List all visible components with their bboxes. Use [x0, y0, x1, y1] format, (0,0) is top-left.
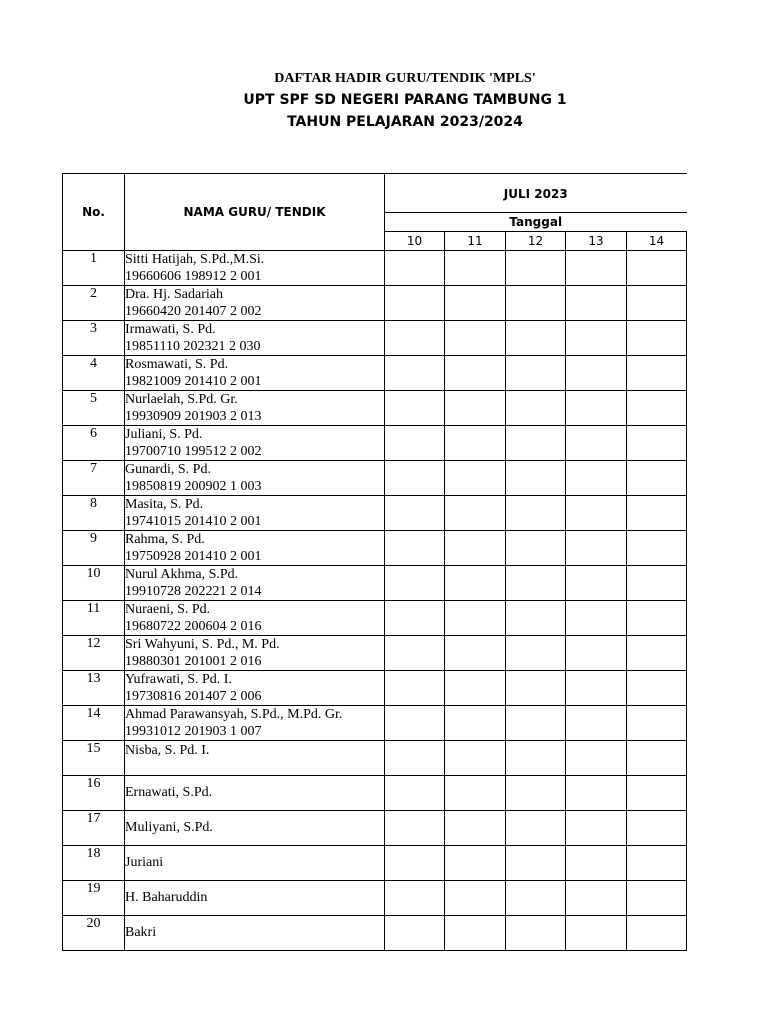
teacher-name: Masita, S. Pd. [125, 497, 204, 512]
attendance-cell[interactable] [506, 356, 566, 391]
attendance-cell[interactable] [385, 426, 445, 461]
attendance-cell[interactable] [385, 286, 445, 321]
attendance-cell[interactable] [506, 846, 566, 881]
header-day: 13 [566, 232, 627, 251]
attendance-cell[interactable] [506, 251, 566, 286]
attendance-cell[interactable] [627, 286, 687, 321]
attendance-cell[interactable] [385, 321, 445, 356]
teacher-nip: 19660606 198912 2 001 [125, 269, 262, 284]
teacher-name: Nuraeni, S. Pd. [125, 602, 211, 617]
attendance-cell[interactable] [445, 881, 506, 916]
table-row [63, 811, 687, 846]
table-row [63, 286, 687, 321]
teacher-cell [125, 496, 385, 531]
attendance-cell[interactable] [385, 706, 445, 741]
row-number: 2 [63, 286, 125, 321]
attendance-cell[interactable] [445, 321, 506, 356]
attendance-cell[interactable] [445, 671, 506, 706]
teacher-nip: 19880301 201001 2 016 [125, 654, 262, 669]
attendance-cell[interactable] [627, 461, 687, 496]
attendance-cell[interactable] [627, 391, 687, 426]
row-number: 16 [63, 776, 125, 811]
attendance-cell[interactable] [385, 601, 445, 636]
attendance-cell[interactable] [627, 251, 687, 286]
attendance-cell[interactable] [445, 811, 506, 846]
attendance-cell[interactable] [566, 321, 627, 356]
row-number: 11 [63, 601, 125, 636]
attendance-cell[interactable] [566, 251, 627, 286]
school-name: UPT SPF SD NEGERI PARANG TAMBUNG 1 [243, 92, 567, 108]
attendance-cell[interactable] [627, 776, 687, 811]
table-row [63, 601, 687, 636]
header-day: 11 [445, 232, 506, 251]
attendance-cell[interactable] [445, 286, 506, 321]
attendance-cell[interactable] [566, 531, 627, 566]
attendance-cell[interactable] [627, 321, 687, 356]
teacher-cell [125, 426, 385, 461]
attendance-cell[interactable] [566, 706, 627, 741]
attendance-cell[interactable] [445, 356, 506, 391]
attendance-cell[interactable] [627, 531, 687, 566]
attendance-cell[interactable] [445, 426, 506, 461]
table-row [63, 426, 687, 461]
row-number: 13 [63, 671, 125, 706]
attendance-cell[interactable] [566, 776, 627, 811]
attendance-cell[interactable] [566, 601, 627, 636]
attendance-cell[interactable] [506, 286, 566, 321]
attendance-cell[interactable] [566, 496, 627, 531]
row-number: 18 [63, 846, 125, 881]
attendance-cell[interactable] [385, 741, 445, 776]
row-number: 10 [63, 566, 125, 601]
teacher-name: Rahma, S. Pd. [125, 532, 205, 547]
header-day: 12 [506, 232, 566, 251]
attendance-cell[interactable] [627, 496, 687, 531]
header-no: No. [63, 174, 125, 251]
row-number: 6 [63, 426, 125, 461]
teacher-name: Sri Wahyuni, S. Pd., M. Pd. [125, 637, 280, 652]
table-row [63, 251, 687, 286]
table-row [63, 741, 687, 776]
attendance-cell[interactable] [627, 811, 687, 846]
table-row [63, 846, 687, 881]
attendance-cell[interactable] [506, 741, 566, 776]
attendance-cell[interactable] [506, 636, 566, 671]
attendance-cell[interactable] [445, 251, 506, 286]
attendance-cell[interactable] [566, 461, 627, 496]
attendance-cell[interactable] [445, 706, 506, 741]
attendance-cell[interactable] [566, 636, 627, 671]
teacher-name: Rosmawati, S. Pd. [125, 357, 229, 372]
teacher-nip: 19930909 201903 2 013 [125, 409, 262, 424]
row-number: 1 [63, 251, 125, 286]
attendance-cell[interactable] [506, 531, 566, 566]
teacher-cell [125, 601, 385, 636]
row-number: 15 [63, 741, 125, 776]
teacher-name: H. Baharuddin [125, 890, 208, 905]
teacher-nip: 19851110 202321 2 030 [125, 339, 261, 354]
teacher-cell [125, 636, 385, 671]
attendance-cell[interactable] [566, 846, 627, 881]
attendance-cell[interactable] [445, 531, 506, 566]
attendance-cell[interactable] [506, 566, 566, 601]
teacher-cell [125, 461, 385, 496]
row-number: 3 [63, 321, 125, 356]
header-name: NAMA GURU/ TENDIK [125, 174, 385, 251]
attendance-table [62, 173, 687, 951]
row-number: 7 [63, 461, 125, 496]
teacher-cell [125, 916, 385, 951]
row-number: 12 [63, 636, 125, 671]
attendance-cell[interactable] [627, 881, 687, 916]
row-number: 5 [63, 391, 125, 426]
table-row [63, 461, 687, 496]
attendance-cell[interactable] [445, 566, 506, 601]
attendance-cell[interactable] [566, 881, 627, 916]
teacher-nip: 19910728 202221 2 014 [125, 584, 262, 599]
attendance-cell[interactable] [566, 426, 627, 461]
teacher-cell [125, 391, 385, 426]
attendance-cell[interactable] [445, 636, 506, 671]
table-row [63, 391, 687, 426]
header-day: 10 [385, 232, 445, 251]
attendance-cell[interactable] [627, 601, 687, 636]
header-day: 14 [627, 232, 687, 251]
teacher-cell [125, 741, 385, 776]
teacher-cell [125, 356, 385, 391]
teacher-nip: 19750928 201410 2 001 [125, 549, 262, 564]
teacher-name: Gunardi, S. Pd. [125, 462, 211, 477]
attendance-cell[interactable] [506, 426, 566, 461]
table-row [63, 531, 687, 566]
table-row [63, 706, 687, 741]
academic-year: TAHUN PELAJARAN 2023/2024 [287, 114, 523, 130]
table-row [63, 881, 687, 916]
table-row [63, 671, 687, 706]
table-row [63, 321, 687, 356]
teacher-cell [125, 846, 385, 881]
teacher-cell [125, 251, 385, 286]
attendance-cell[interactable] [385, 496, 445, 531]
teacher-name: Yufrawati, S. Pd. I. [125, 672, 232, 687]
teacher-cell [125, 286, 385, 321]
attendance-cell[interactable] [506, 461, 566, 496]
header-month: JULI 2023 [385, 174, 687, 213]
attendance-cell[interactable] [445, 391, 506, 426]
attendance-cell[interactable] [566, 916, 627, 951]
teacher-name: Muliyani, S.Pd. [125, 820, 213, 835]
teacher-nip: 19660420 201407 2 002 [125, 304, 262, 319]
attendance-cell[interactable] [566, 741, 627, 776]
attendance-cell[interactable] [506, 671, 566, 706]
attendance-cell[interactable] [506, 881, 566, 916]
attendance-cell[interactable] [385, 251, 445, 286]
attendance-cell[interactable] [627, 356, 687, 391]
attendance-cell[interactable] [506, 916, 566, 951]
attendance-cell[interactable] [445, 461, 506, 496]
attendance-cell[interactable] [445, 496, 506, 531]
attendance-cell[interactable] [506, 706, 566, 741]
table-row [63, 496, 687, 531]
teacher-name: Dra. Hj. Sadariah [125, 287, 223, 302]
attendance-cell[interactable] [445, 741, 506, 776]
teacher-cell [125, 776, 385, 811]
table-row [63, 776, 687, 811]
attendance-cell[interactable] [566, 811, 627, 846]
attendance-cell[interactable] [385, 566, 445, 601]
attendance-cell[interactable] [506, 496, 566, 531]
teacher-name: Nurul Akhma, S.Pd. [125, 567, 239, 582]
row-number: 4 [63, 356, 125, 391]
attendance-cell[interactable] [627, 671, 687, 706]
attendance-cell[interactable] [385, 776, 445, 811]
teacher-nip: 19741015 201410 2 001 [125, 514, 262, 529]
attendance-cell[interactable] [627, 916, 687, 951]
teacher-nip: 19680722 200604 2 016 [125, 619, 262, 634]
doc-title-line1: DAFTAR HADIR GURU/TENDIK 'MPLS' [274, 71, 536, 86]
table-row [63, 566, 687, 601]
attendance-cell[interactable] [506, 776, 566, 811]
attendance-cell[interactable] [385, 391, 445, 426]
header-date-label: Tanggal [385, 213, 687, 232]
attendance-cell[interactable] [627, 566, 687, 601]
teacher-nip: 19850819 200902 1 003 [125, 479, 262, 494]
row-number: 17 [63, 811, 125, 846]
teacher-name: Sitti Hatijah, S.Pd.,M.Si. [125, 252, 265, 267]
table-row [63, 636, 687, 671]
teacher-name: Ahmad Parawansyah, S.Pd., M.Pd. Gr. [125, 707, 343, 722]
attendance-cell[interactable] [445, 601, 506, 636]
attendance-cell[interactable] [566, 391, 627, 426]
teacher-name: Juriani [125, 855, 164, 870]
attendance-cell[interactable] [385, 846, 445, 881]
attendance-cell[interactable] [385, 636, 445, 671]
table-row [63, 916, 687, 951]
teacher-nip: 19700710 199512 2 002 [125, 444, 262, 459]
attendance-cell[interactable] [627, 706, 687, 741]
teacher-name: Nisba, S. Pd. I. [125, 743, 210, 758]
attendance-cell[interactable] [506, 811, 566, 846]
teacher-cell [125, 566, 385, 601]
attendance-cell[interactable] [445, 776, 506, 811]
attendance-cell[interactable] [566, 286, 627, 321]
teacher-cell [125, 881, 385, 916]
row-number: 8 [63, 496, 125, 531]
attendance-cell[interactable] [506, 391, 566, 426]
attendance-cell[interactable] [385, 916, 445, 951]
teacher-cell [125, 706, 385, 741]
teacher-nip: 19730816 201407 2 006 [125, 689, 262, 704]
attendance-cell[interactable] [566, 566, 627, 601]
attendance-cell[interactable] [566, 671, 627, 706]
teacher-cell [125, 671, 385, 706]
row-number: 20 [63, 916, 125, 951]
teacher-name: Bakri [125, 925, 157, 940]
teacher-nip: 19931012 201903 1 007 [125, 724, 262, 739]
teacher-cell [125, 321, 385, 356]
attendance-cell[interactable] [385, 461, 445, 496]
attendance-cell[interactable] [506, 601, 566, 636]
teacher-name: Irmawati, S. Pd. [125, 322, 216, 337]
attendance-cell[interactable] [566, 356, 627, 391]
row-number: 9 [63, 531, 125, 566]
attendance-cell[interactable] [385, 531, 445, 566]
teacher-cell [125, 531, 385, 566]
attendance-cell[interactable] [385, 671, 445, 706]
attendance-cell[interactable] [385, 811, 445, 846]
attendance-cell[interactable] [627, 426, 687, 461]
attendance-cell[interactable] [445, 916, 506, 951]
attendance-cell[interactable] [385, 356, 445, 391]
row-number: 14 [63, 706, 125, 741]
teacher-name: Juliani, S. Pd. [125, 427, 203, 442]
attendance-cell[interactable] [385, 881, 445, 916]
teacher-name: Nurlaelah, S.Pd. Gr. [125, 392, 238, 407]
row-number: 19 [63, 881, 125, 916]
teacher-name: Ernawati, S.Pd. [125, 785, 213, 800]
attendance-cell[interactable] [627, 846, 687, 881]
teacher-nip: 19821009 201410 2 001 [125, 374, 262, 389]
table-row [63, 356, 687, 391]
attendance-cell[interactable] [506, 321, 566, 356]
attendance-cell[interactable] [627, 741, 687, 776]
attendance-cell[interactable] [627, 636, 687, 671]
attendance-cell[interactable] [445, 846, 506, 881]
teacher-cell [125, 811, 385, 846]
